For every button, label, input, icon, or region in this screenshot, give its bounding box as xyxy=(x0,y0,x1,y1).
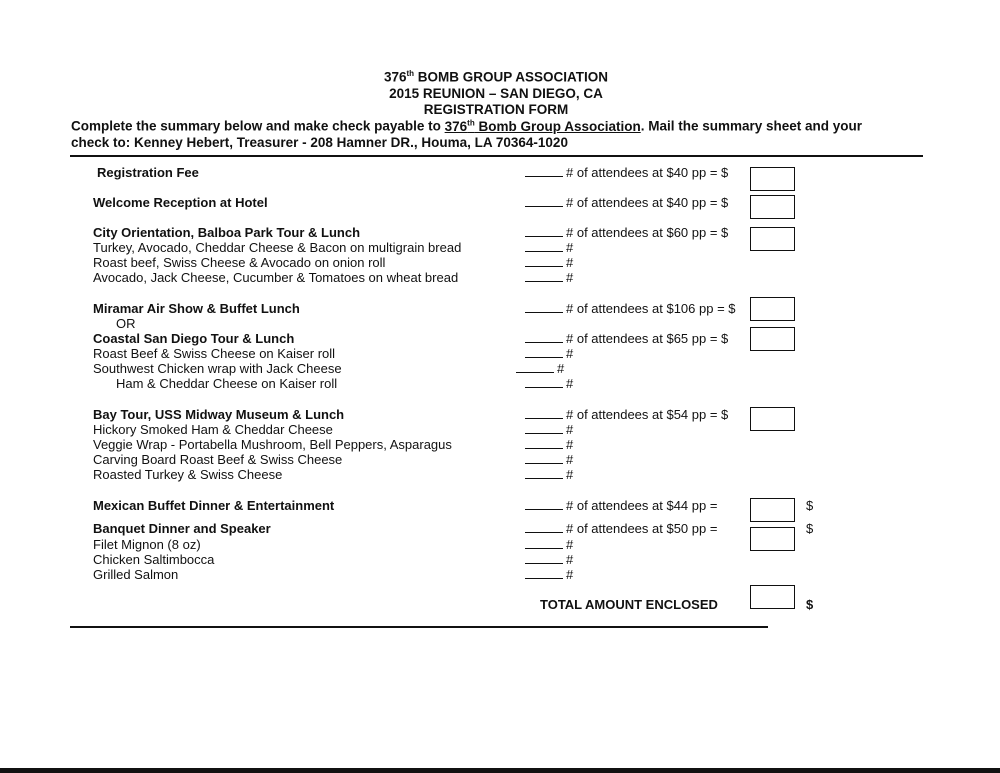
or-label: OR xyxy=(116,316,136,331)
instructions-line-2: check to: Kenney Hebert, Treasurer - 208 Hamner DR., Houma, LA 70364-1020 xyxy=(71,135,568,150)
bay-option-4: Roasted Turkey & Swiss Cheese xyxy=(93,467,283,482)
attendee-count-blank[interactable] xyxy=(525,407,563,419)
option-count: # xyxy=(525,255,573,270)
option-count: # xyxy=(516,361,564,376)
registration-fee-amount-box[interactable] xyxy=(750,167,795,191)
coastal-tour-amount-box[interactable] xyxy=(750,327,795,351)
coastal-tour-price: # of attendees at $65 pp = $ xyxy=(525,331,728,346)
coastal-tour-title: Coastal San Diego Tour & Lunch xyxy=(93,331,295,346)
attendee-count-blank[interactable] xyxy=(525,195,563,207)
city-tour-price: # of attendees at $60 pp = $ xyxy=(525,225,728,240)
registration-fee-title: Registration Fee xyxy=(97,165,199,180)
bay-tour-price: # of attendees at $54 pp = $ xyxy=(525,407,728,422)
instructions-line-1: Complete the summary below and make check payable to 376th Bomb Group Association. Mail the summary sheet and your xyxy=(71,118,863,134)
dollar-sign: $ xyxy=(806,521,814,536)
coastal-option-2: Southwest Chicken wrap with Jack Cheese xyxy=(93,361,342,376)
welcome-reception-amount-box[interactable] xyxy=(750,195,795,219)
option-count: # xyxy=(525,552,573,567)
option-count: # xyxy=(525,537,573,552)
dollar-sign: $ xyxy=(806,597,814,612)
banquet-amount-box[interactable] xyxy=(750,527,795,551)
mexican-buffet-title: Mexican Buffet Dinner & Entertainment xyxy=(93,498,335,513)
coastal-option-3: Ham & Cheddar Cheese on Kaiser roll xyxy=(116,376,338,391)
coastal-option-1: Roast Beef & Swiss Cheese on Kaiser roll xyxy=(93,346,336,361)
option-count: # xyxy=(525,346,573,361)
option-count: # xyxy=(525,467,573,482)
welcome-reception-title: Welcome Reception at Hotel xyxy=(93,195,268,210)
bay-option-2: Veggie Wrap - Portabella Mushroom, Bell Peppers, Asparagus xyxy=(93,437,452,452)
org-title: 376th BOMB GROUP ASSOCIATION xyxy=(383,69,609,85)
banquet-option-1: Filet Mignon (8 oz) xyxy=(93,537,201,552)
footer-divider xyxy=(70,626,768,628)
option-count: # xyxy=(525,437,573,452)
option-count: # xyxy=(525,270,573,285)
option-count: # xyxy=(525,376,573,391)
option-count: # xyxy=(525,452,573,467)
welcome-reception-price: # of attendees at $40 pp = $ xyxy=(525,195,728,210)
bay-option-1: Hickory Smoked Ham & Cheddar Cheese xyxy=(93,422,333,437)
attendee-count-blank[interactable] xyxy=(525,498,563,510)
option-count: # xyxy=(525,422,573,437)
bay-option-3: Carving Board Roast Beef & Swiss Cheese xyxy=(93,452,343,467)
city-tour-option-2: Roast beef, Swiss Cheese & Avocado on onion roll xyxy=(93,255,386,270)
attendee-count-blank[interactable] xyxy=(525,225,563,237)
bay-tour-amount-box[interactable] xyxy=(750,407,795,431)
scan-edge xyxy=(0,768,1000,773)
registration-fee-price: # of attendees at $40 pp = $ xyxy=(525,165,728,180)
attendee-count-blank[interactable] xyxy=(525,521,563,533)
bay-tour-title: Bay Tour, USS Midway Museum & Lunch xyxy=(93,407,345,422)
banquet-price: # of attendees at $50 pp = xyxy=(525,521,717,536)
mexican-buffet-amount-box[interactable] xyxy=(750,498,795,522)
banquet-option-3: Grilled Salmon xyxy=(93,567,179,582)
miramar-title: Miramar Air Show & Buffet Lunch xyxy=(93,301,300,316)
miramar-amount-box[interactable] xyxy=(750,297,795,321)
miramar-price: # of attendees at $106 pp = $ xyxy=(525,301,736,316)
attendee-count-blank[interactable] xyxy=(525,331,563,343)
city-tour-option-3: Avocado, Jack Cheese, Cucumber & Tomatoes on wheat bread xyxy=(93,270,459,285)
dollar-sign: $ xyxy=(806,498,814,513)
mexican-buffet-price: # of attendees at $44 pp = xyxy=(525,498,717,513)
total-amount-box[interactable] xyxy=(750,585,795,609)
option-count: # xyxy=(525,240,573,255)
banquet-title: Banquet Dinner and Speaker xyxy=(93,521,271,536)
banquet-option-2: Chicken Saltimbocca xyxy=(93,552,215,567)
city-tour-title: City Orientation, Balboa Park Tour & Lunch xyxy=(93,225,361,240)
reunion-title: 2015 REUNION – SAN DIEGO, CA xyxy=(389,86,603,101)
attendee-count-blank[interactable] xyxy=(525,165,563,177)
total-label: TOTAL AMOUNT ENCLOSED xyxy=(540,597,718,612)
city-tour-option-1: Turkey, Avocado, Cheddar Cheese & Bacon on multigrain bread xyxy=(93,240,462,255)
option-count: # xyxy=(525,567,573,582)
form-title: REGISTRATION FORM xyxy=(423,102,569,117)
city-tour-amount-box[interactable] xyxy=(750,227,795,251)
attendee-count-blank[interactable] xyxy=(525,301,563,313)
header-divider xyxy=(70,155,923,157)
